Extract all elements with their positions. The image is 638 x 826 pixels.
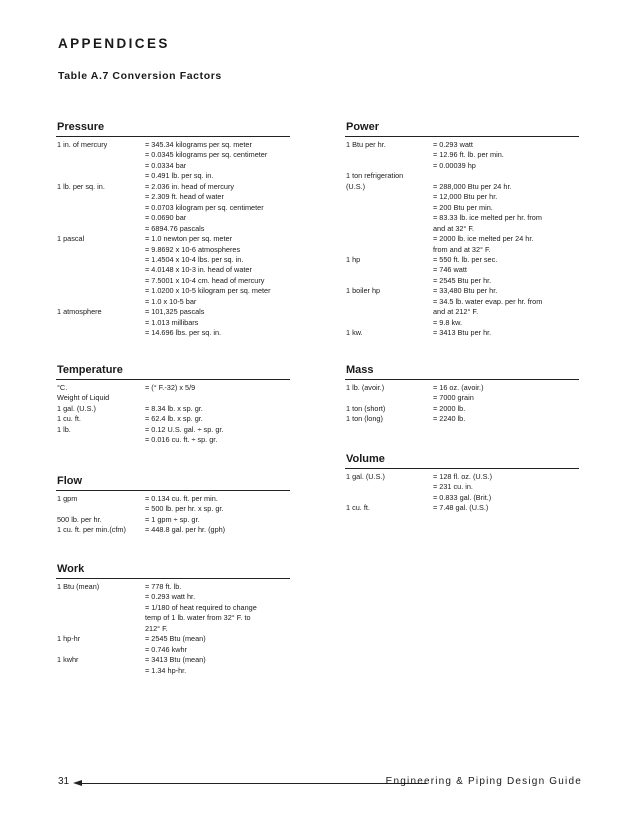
conversion-value: = 0.0703 kilogram per sq. centimeter: [145, 202, 264, 212]
unit-label: [345, 224, 433, 234]
unit-label: 1 gal. (U.S.): [57, 403, 96, 413]
unit-label: [56, 213, 145, 223]
unit-label: 1 kwhr: [57, 655, 79, 665]
unit-label: 1 cu. ft. per min.(cfm): [57, 525, 126, 535]
conversion-value: = 2545 Btu per hr.: [433, 275, 492, 285]
conversion-value: = 0.0690 bar: [145, 213, 187, 223]
conversion-value: = 0.00039 hp: [433, 160, 476, 170]
section-title-work: Work: [56, 562, 290, 579]
unit-label: [345, 150, 433, 160]
conversion-row: [56, 425, 290, 435]
conversion-row: [345, 224, 579, 234]
conversion-row: [345, 307, 579, 317]
unit-label: 1 Btu (mean): [57, 582, 100, 591]
conversion-row: [56, 265, 290, 275]
unit-label: [56, 161, 145, 171]
conversion-value: = 448.8 gal. per hr. (gph): [145, 525, 226, 535]
section-power: [345, 120, 579, 339]
rows-temperature: [56, 383, 290, 446]
section-title-mass: Mass: [345, 363, 579, 380]
conversion-row: [345, 383, 579, 393]
unit-label: 1 ton (short): [346, 403, 386, 413]
conversion-row: [345, 234, 579, 244]
conversion-value: = 1.0 x 10-5 bar: [145, 296, 197, 306]
conversion-value: = 0.833 gal. (Brit.): [433, 492, 492, 502]
conversion-row: [56, 182, 290, 192]
unit-label: 1 gpm: [57, 494, 78, 503]
conversion-row: [56, 592, 290, 602]
conversion-value: = 12,000 Btu per hr.: [433, 192, 498, 202]
conversion-value: 212° F.: [145, 623, 168, 633]
conversion-value: = 7.48 gal. (U.S.): [433, 503, 489, 513]
conversion-value: = 2545 Btu (mean): [145, 634, 206, 644]
unit-label: [56, 435, 145, 445]
section-title-temperature: Temperature: [56, 363, 290, 380]
conversion-value: [433, 171, 579, 181]
conversion-row: [56, 634, 290, 644]
unit-label: [56, 603, 145, 613]
conversion-row: [56, 161, 290, 171]
conversion-row: [56, 150, 290, 160]
unit-label: [56, 592, 145, 602]
conversion-value: = 288,000 Btu per 24 hr.: [433, 181, 512, 191]
unit-label: 1 lb. (avoir.): [346, 383, 385, 392]
conversion-value: and at 212° F.: [433, 307, 479, 317]
conversion-row: [345, 203, 579, 213]
conversion-row: [56, 393, 290, 403]
unit-label: [56, 286, 145, 296]
conversion-row: [345, 503, 579, 513]
conversion-value: = 1.0 newton per sq. meter: [145, 234, 233, 244]
unit-label: [56, 318, 145, 328]
conversion-row: [56, 140, 290, 150]
conversion-value: = 6894.76 pascals: [145, 223, 205, 233]
conversion-value: = 778 ft. lb.: [145, 582, 182, 591]
footer-rule: [78, 783, 427, 784]
conversion-row: [56, 603, 290, 613]
rows-volume: [345, 472, 579, 514]
unit-label: [56, 150, 145, 160]
unit-label: 500 lb. per hr.: [57, 514, 102, 524]
section-flow: [56, 474, 290, 536]
guide-title: Engineering & Piping Design Guide: [385, 776, 582, 787]
conversion-value: = 0.293 watt hr.: [145, 592, 196, 602]
conversion-row: [56, 655, 290, 665]
conversion-row: [56, 435, 290, 445]
unit-label: 1 lb.: [57, 424, 71, 434]
conversion-value: [145, 393, 290, 403]
section-volume: [345, 452, 579, 514]
conversion-value: = 1.4504 x 10-4 lbs. per sq. in.: [145, 254, 244, 264]
unit-label: [345, 245, 433, 255]
unit-label: [345, 276, 433, 286]
unit-label: 1 hp-hr: [57, 634, 81, 644]
conversion-row: [56, 404, 290, 414]
conversion-row: [56, 276, 290, 286]
unit-label: [56, 255, 145, 265]
conversion-value: = 34.5 lb. water evap. per hr. from: [433, 296, 543, 306]
conversion-value: = 0.0334 bar: [145, 160, 187, 170]
unit-label: 1 pascal: [57, 234, 85, 244]
unit-label: [345, 493, 433, 503]
conversion-row: [345, 318, 579, 328]
conversion-value: = 0.016 cu. ft. ÷ sp. gr.: [145, 435, 218, 445]
conversion-row: [345, 265, 579, 275]
conversion-value: = 3413 Btu (mean): [145, 655, 206, 665]
unit-label: 1 boiler hp: [346, 286, 381, 296]
unit-label: [56, 297, 145, 307]
conversion-row: [56, 414, 290, 424]
section-title-power: Power: [345, 120, 579, 137]
unit-label: [345, 307, 433, 317]
conversion-row: [345, 393, 579, 403]
rows-mass: [345, 383, 579, 425]
conversion-value: = 746 watt: [433, 265, 467, 275]
conversion-value: = 0.293 watt: [433, 140, 473, 149]
conversion-row: [56, 192, 290, 202]
conversion-value: = 7.5001 x 10-4 cm. head of mercury: [145, 275, 265, 285]
conversion-row: [345, 493, 579, 503]
conversion-value: = 0.491 lb. per sq. in.: [145, 171, 214, 181]
unit-label: [56, 645, 145, 655]
conversion-value: = 4.0148 x 10-3 in. head of water: [145, 265, 252, 275]
section-title-flow: Flow: [56, 474, 290, 491]
conversion-value: = 3413 Btu per hr.: [433, 328, 492, 338]
conversion-value: = 345.34 kilograms per sq. meter: [145, 140, 252, 149]
conversion-row: [345, 182, 579, 192]
conversion-row: [56, 255, 290, 265]
conversion-row: [56, 666, 290, 676]
section-work: [56, 562, 290, 676]
conversion-row: [345, 404, 579, 414]
conversion-value: = 0.134 cu. ft. per min.: [145, 494, 218, 503]
unit-label: (U.S.): [346, 181, 366, 191]
unit-label: [56, 613, 145, 623]
conversion-row: [56, 525, 290, 535]
conversion-row: [345, 286, 579, 296]
conversion-row: [56, 224, 290, 234]
conversion-value: = 500 lb. per hr. x sp. gr.: [145, 504, 224, 514]
unit-label: [56, 203, 145, 213]
conversion-row: [345, 297, 579, 307]
unit-label: [345, 192, 433, 202]
section-title-volume: Volume: [345, 452, 579, 469]
conversion-value: = 2.036 in. head of mercury: [145, 181, 235, 191]
conversion-row: [56, 383, 290, 393]
conversion-row: [56, 504, 290, 514]
conversion-row: [345, 255, 579, 265]
conversion-row: [56, 234, 290, 244]
conversion-value: temp of 1 lb. water from 32° F. to: [145, 613, 251, 623]
conversion-row: [56, 515, 290, 525]
conversion-row: [56, 297, 290, 307]
unit-label: [56, 224, 145, 234]
unit-label: 1 hp: [346, 254, 361, 264]
unit-label: [56, 328, 145, 338]
unit-label: 1 Btu per hr.: [346, 140, 386, 149]
conversion-row: [56, 328, 290, 338]
conversion-value: = 8.34 lb. x sp. gr.: [145, 403, 203, 413]
section-pressure: [56, 120, 290, 339]
unit-label: [345, 203, 433, 213]
rows-power: [345, 140, 579, 339]
unit-label: 1 cu. ft.: [346, 503, 370, 513]
page-footer: [58, 776, 582, 790]
conversion-value: = 2000 lb. ice melted per 24 hr.: [433, 234, 534, 244]
conversion-value: = 2240 lb.: [433, 414, 466, 424]
unit-label: [56, 504, 145, 514]
conversion-row: [345, 140, 579, 150]
conversion-row: [56, 213, 290, 223]
conversion-row: [56, 307, 290, 317]
conversion-value: = 9.8692 x 10-6 atmospheres: [145, 244, 241, 254]
conversion-value: = 1.34 hp-hr.: [145, 665, 187, 675]
conversion-value: = 14.696 lbs. per sq. in.: [145, 328, 222, 338]
conversion-row: [56, 245, 290, 255]
conversion-value: = 16 oz. (avoir.): [433, 383, 484, 392]
conversion-value: = 231 cu. in.: [433, 482, 473, 492]
unit-label: [345, 161, 433, 171]
conversion-row: [56, 203, 290, 213]
conversion-value: = 33,480 Btu per hr.: [433, 286, 498, 296]
unit-label: 1 cu. ft.: [57, 414, 81, 424]
conversion-value: = 2000 lb.: [433, 403, 466, 413]
unit-label: °C.: [57, 383, 68, 392]
conversion-row: [56, 286, 290, 296]
section-temperature: [56, 363, 290, 446]
page-heading: APPENDICES: [58, 36, 170, 51]
unit-label: [345, 213, 433, 223]
unit-label: [56, 276, 145, 286]
unit-label: [56, 192, 145, 202]
conversion-row: [56, 582, 290, 592]
conversion-value: = 0.0345 kilograms per sq. centimeter: [145, 150, 268, 160]
conversion-row: [345, 171, 579, 181]
unit-label: 1 gal. (U.S.): [346, 472, 385, 481]
conversion-value: = 2.309 ft. head of water: [145, 192, 224, 202]
conversion-value: from and at 32° F.: [433, 244, 491, 254]
conversion-row: [56, 624, 290, 634]
conversion-value: = 128 fl. oz. (U.S.): [433, 472, 493, 481]
conversion-value: = 1.0200 x 10-5 kilogram per sq. meter: [145, 286, 271, 296]
conversion-value: = 200 Btu per min.: [433, 202, 493, 212]
unit-label: 1 kw.: [346, 328, 363, 338]
rows-flow: [56, 494, 290, 536]
conversion-value: = 1 gpm ÷ sp. gr.: [145, 514, 200, 524]
conversion-row: [56, 494, 290, 504]
unit-label: [56, 624, 145, 634]
conversion-row: [345, 161, 579, 171]
unit-label: 1 in. of mercury: [57, 140, 108, 149]
unit-label: [345, 318, 433, 328]
conversion-value: = (° F.-32) x 5/9: [145, 383, 196, 392]
unit-label: [56, 171, 145, 181]
unit-label: 1 atmosphere: [57, 307, 102, 317]
unit-label: 1 ton (long): [346, 414, 383, 424]
conversion-row: [56, 171, 290, 181]
conversion-value: = 0.746 kwhr: [145, 644, 187, 654]
unit-label: [345, 265, 433, 275]
conversion-row: [345, 328, 579, 338]
conversion-row: [56, 613, 290, 623]
unit-label: 1 ton refrigeration: [346, 171, 404, 181]
conversion-value: = 550 ft. lb. per sec.: [433, 254, 498, 264]
conversion-value: = 1.013 millibars: [145, 317, 199, 327]
conversion-value: = 1/180 of heat required to change: [145, 602, 257, 612]
conversion-value: = 101,325 pascals: [145, 307, 205, 317]
conversion-row: [345, 276, 579, 286]
conversion-row: [345, 414, 579, 424]
rows-pressure: [56, 140, 290, 339]
conversion-row: [345, 482, 579, 492]
conversion-row: [345, 245, 579, 255]
conversion-row: [345, 192, 579, 202]
conversion-value: = 9.8 kw.: [433, 317, 463, 327]
unit-label: Weight of Liquid: [57, 393, 110, 403]
unit-label: [345, 393, 433, 403]
conversion-row: [345, 472, 579, 482]
conversion-row: [56, 318, 290, 328]
conversion-value: = 12.96 ft. lb. per min.: [433, 150, 504, 160]
conversion-value: = 0.12 U.S. gal. ÷ sp. gr.: [145, 424, 224, 434]
unit-label: [56, 666, 145, 676]
unit-label: [56, 265, 145, 275]
unit-label: 1 lb. per sq. in.: [57, 181, 105, 191]
table-title: Table A.7 Conversion Factors: [58, 70, 222, 82]
conversion-value: = 62.4 lb. x sp. gr.: [145, 414, 203, 424]
section-title-pressure: Pressure: [56, 120, 290, 137]
conversion-value: = 7000 grain: [433, 393, 474, 403]
rows-work: [56, 582, 290, 676]
unit-label: [345, 482, 433, 492]
conversion-row: [345, 213, 579, 223]
unit-label: [56, 245, 145, 255]
conversion-value: and at 32° F.: [433, 223, 475, 233]
conversion-value: = 83.33 lb. ice melted per hr. from: [433, 213, 542, 223]
conversion-row: [345, 150, 579, 160]
section-mass: [345, 363, 579, 425]
unit-label: [345, 234, 433, 244]
page-number: 31: [58, 776, 70, 787]
conversion-row: [56, 645, 290, 655]
unit-label: [345, 297, 433, 307]
